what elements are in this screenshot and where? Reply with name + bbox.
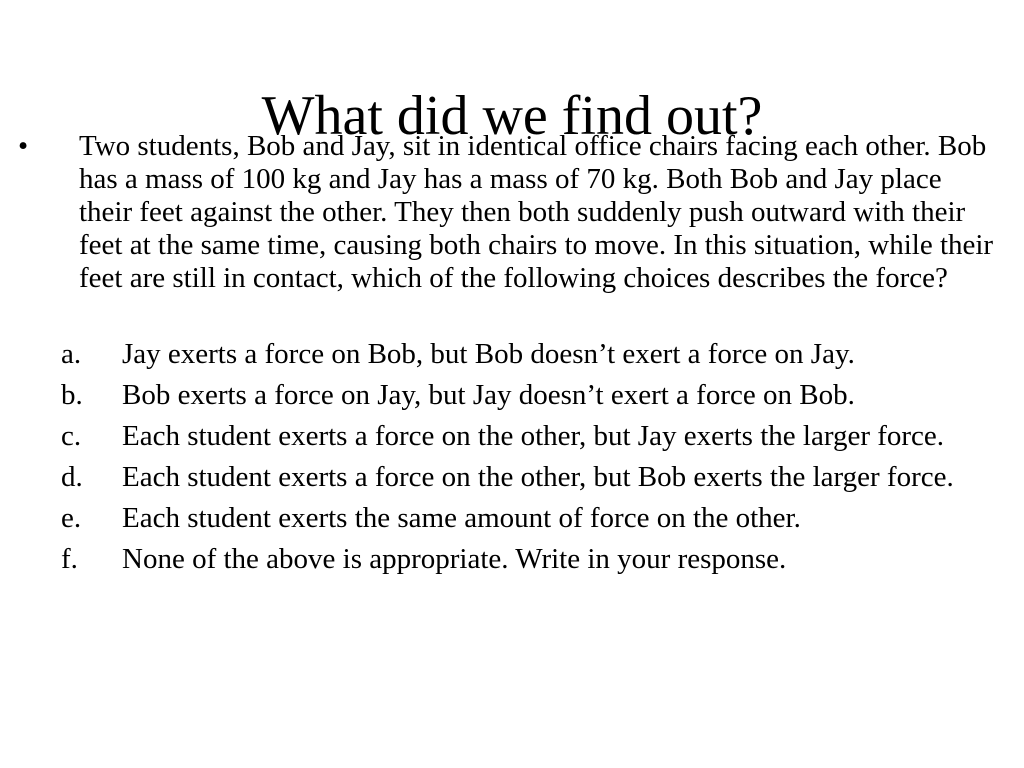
option-a [61, 338, 1021, 370]
option-letter: f. [61, 543, 78, 575]
option-b [61, 379, 1021, 411]
option-text: Each student exerts the same amount of force on the other. [122, 502, 801, 534]
option-text: None of the above is appropriate. Write in your response. [122, 543, 787, 575]
option-text: Each student exerts a force on the other, but Jay exerts the larger force. [122, 420, 945, 452]
option-letter: b. [61, 379, 83, 411]
bullet-row [18, 130, 1018, 295]
option-f [61, 543, 1021, 575]
option-letter: d. [61, 461, 83, 493]
option-c [61, 420, 1021, 452]
option-text: Bob exerts a force on Jay, but Jay doesn’t exert a force on Bob. [122, 379, 855, 411]
bullet-symbol: • [18, 130, 29, 162]
option-letter: e. [61, 502, 82, 534]
option-letter: a. [61, 338, 82, 370]
option-text: Jay exerts a force on Bob, but Bob doesn’t exert a force on Jay. [122, 338, 855, 370]
question-text: Two students, Bob and Jay, sit in identical office chairs facing each other. Bob has a mass of 100 kg and Jay has a mass of 70 kg. Both Bob and Jay place their feet against the other. They then both suddenly push outward with their feet at the same time, causing both chairs to move. In this situation, while their feet are still in contact, which of the following choices describes the force? [79, 130, 994, 294]
answer-options [61, 338, 1021, 584]
option-letter: c. [61, 420, 82, 452]
question-bullet [18, 130, 1018, 295]
option-e [61, 502, 1021, 534]
option-text: Each student exerts a force on the other, but Bob exerts the larger force. [122, 461, 954, 493]
slide-title: What did we find out? [261, 85, 763, 147]
option-d [61, 461, 1021, 493]
